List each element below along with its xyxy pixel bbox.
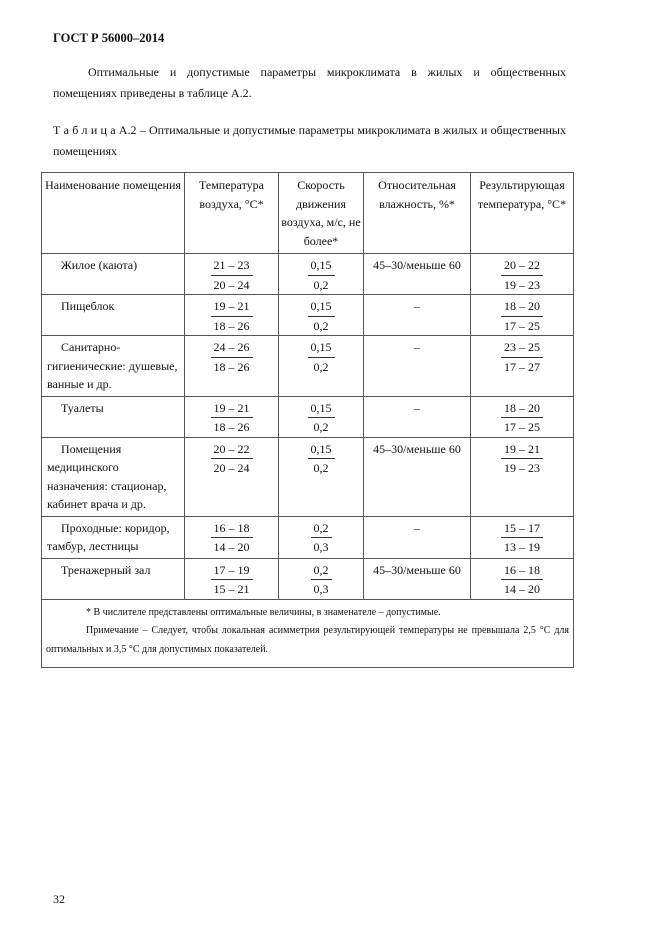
air-temperature-cell	[185, 516, 279, 558]
permissible-value: 14 – 20	[213, 540, 250, 554]
column-header: Температура воздуха, °С*	[185, 173, 279, 254]
fraction-value	[211, 519, 253, 557]
air-temperature-cell	[185, 437, 279, 516]
optimal-value: 0,15	[308, 338, 335, 358]
table-row	[42, 437, 574, 516]
permissible-value: 0,2	[313, 277, 329, 292]
table-caption: Т а б л и ц а А.2 – Оптимальные и допустимые параметры микроклимата в жилых и общественных помещениях	[53, 123, 566, 158]
fraction-value	[501, 399, 543, 437]
column-header: Наименование помещения	[42, 173, 185, 254]
optimal-value: 0,2	[311, 561, 332, 581]
optimal-value: 0,15	[308, 440, 335, 460]
table-row	[42, 558, 574, 599]
optimal-value: 21 – 23	[211, 256, 253, 276]
fraction-value	[501, 297, 543, 335]
air-temperature-cell	[185, 558, 279, 599]
permissible-value: 19 – 23	[504, 461, 540, 475]
optimal-value: 0,15	[308, 297, 335, 317]
fraction-value	[211, 399, 253, 437]
room-name: Проходные: коридор, тамбур, лестницы	[42, 516, 185, 558]
optimal-value: 18 – 20	[501, 297, 543, 317]
table-row	[42, 295, 574, 336]
resulting-temperature-cell	[471, 516, 574, 558]
optimal-value: 17 – 19	[211, 561, 253, 581]
humidity-cell: 45–30/меньше 60	[364, 558, 471, 599]
permissible-value: 15 – 21	[213, 582, 250, 596]
fraction-value	[501, 440, 543, 478]
column-header: Результирующая температура, °С*	[471, 173, 574, 254]
column-header: Скорость движения воздуха, м/с, не более*	[279, 173, 364, 254]
fraction-value	[501, 561, 543, 599]
table-row	[42, 516, 574, 558]
optimal-value: 16 – 18	[501, 561, 543, 581]
footnote: * В числителе представлены оптимальные величины, в знаменателе – допустимые.	[86, 606, 441, 618]
permissible-value: 18 – 26	[213, 359, 250, 374]
optimal-value: 15 – 17	[501, 519, 543, 539]
permissible-value: 0,2	[313, 420, 329, 434]
microclimate-table	[41, 172, 574, 668]
optimal-value: 23 – 25	[501, 338, 543, 358]
permissible-value: 20 – 24	[213, 277, 250, 292]
resulting-temperature-cell	[471, 437, 574, 516]
humidity-cell: –	[364, 295, 471, 336]
intro-paragraph: Оптимальные и допустимые параметры микроклимата в жилых и общественных помещениях приведены в таблице А.2.	[53, 65, 566, 100]
humidity-cell: –	[364, 336, 471, 397]
fraction-value	[308, 399, 335, 437]
resulting-temperature-cell	[471, 254, 574, 295]
fraction-value	[501, 256, 543, 294]
fraction-value	[211, 256, 253, 294]
room-name: Тренажерный зал	[42, 558, 185, 599]
fraction-value	[308, 440, 335, 478]
air-temperature-cell	[185, 396, 279, 437]
optimal-value: 19 – 21	[211, 297, 253, 317]
column-header: Относительная влажность, %*	[364, 173, 471, 254]
fraction-value	[308, 297, 335, 335]
table-header-row	[42, 173, 574, 254]
fraction-value	[311, 519, 332, 557]
optimal-value: 18 – 20	[501, 399, 543, 419]
resulting-temperature-cell	[471, 336, 574, 397]
permissible-value: 0,2	[313, 359, 329, 374]
table-row	[42, 336, 574, 397]
optimal-value: 24 – 26	[211, 338, 253, 358]
room-name: Туалеты	[42, 396, 185, 437]
permissible-value: 19 – 23	[504, 277, 540, 292]
optimal-value: 16 – 18	[211, 519, 253, 539]
permissible-value: 17 – 25	[504, 420, 540, 434]
resulting-temperature-cell	[471, 295, 574, 336]
permissible-value: 0,2	[313, 318, 329, 333]
resulting-temperature-cell	[471, 558, 574, 599]
fraction-value	[211, 297, 253, 335]
air-speed-cell	[279, 295, 364, 336]
fraction-value	[211, 338, 253, 376]
resulting-temperature-cell	[471, 396, 574, 437]
fraction-value	[308, 256, 335, 294]
page-number: 32	[53, 892, 65, 906]
permissible-value: 0,3	[313, 540, 329, 554]
room-name: Помещения медицинского назначения: стационар, кабинет врача и др.	[42, 437, 185, 516]
humidity-cell: –	[364, 516, 471, 558]
air-speed-cell	[279, 336, 364, 397]
fraction-value	[501, 338, 543, 376]
air-speed-cell	[279, 437, 364, 516]
permissible-value: 14 – 20	[504, 582, 540, 596]
air-speed-cell	[279, 516, 364, 558]
air-temperature-cell	[185, 336, 279, 397]
fraction-value	[311, 561, 332, 599]
room-name: Санитарно-гигиенические: душевые, ванные и др.	[42, 336, 185, 397]
air-speed-cell	[279, 254, 364, 295]
fraction-value	[211, 440, 253, 478]
humidity-cell: –	[364, 396, 471, 437]
fraction-value	[211, 561, 253, 599]
permissible-value: 20 – 24	[213, 461, 250, 475]
permissible-value: 17 – 25	[504, 318, 540, 333]
optimal-value: 20 – 22	[501, 256, 543, 276]
air-speed-cell	[279, 396, 364, 437]
air-temperature-cell	[185, 254, 279, 295]
humidity-cell: 45–30/меньше 60	[364, 254, 471, 295]
optimal-value: 19 – 21	[211, 399, 253, 419]
note: Примечание – Следует, чтобы локальная асимметрия результирующей температуры не превышала 2,5 °С для оптимальных и 3,5 °С для допустимых показателей.	[46, 625, 569, 655]
humidity-cell: 45–30/меньше 60	[364, 437, 471, 516]
table-row	[42, 396, 574, 437]
permissible-value: 17 – 27	[504, 359, 540, 374]
permissible-value: 18 – 26	[213, 318, 250, 333]
permissible-value: 0,3	[313, 582, 329, 596]
permissible-value: 18 – 26	[213, 420, 250, 434]
optimal-value: 0,15	[308, 399, 335, 419]
optimal-value: 20 – 22	[211, 440, 253, 460]
room-name: Жилое (каюта)	[42, 254, 185, 295]
air-temperature-cell	[185, 295, 279, 336]
optimal-value: 0,2	[311, 519, 332, 539]
optimal-value: 19 – 21	[501, 440, 543, 460]
room-name: Пищеблок	[42, 295, 185, 336]
permissible-value: 13 – 19	[504, 540, 540, 554]
optimal-value: 0,15	[308, 256, 335, 276]
fraction-value	[308, 338, 335, 376]
table-row	[42, 254, 574, 295]
permissible-value: 0,2	[313, 461, 329, 475]
fraction-value	[501, 519, 543, 557]
air-speed-cell	[279, 558, 364, 599]
document-header: ГОСТ Р 56000–2014	[53, 31, 165, 45]
table-notes	[42, 599, 574, 668]
